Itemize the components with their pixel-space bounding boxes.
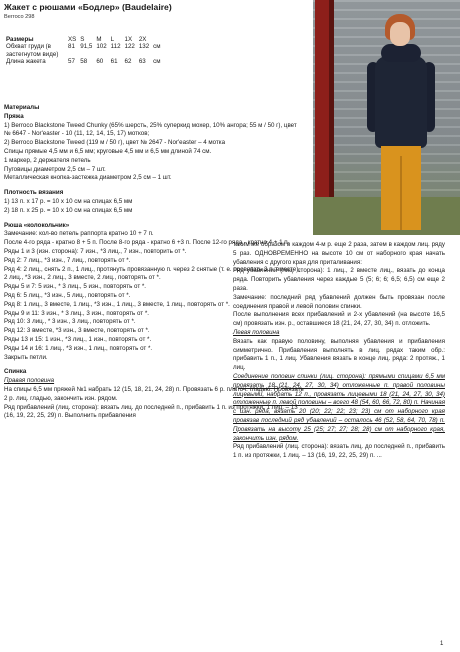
paragraph: Соединение половин спинки (лиц. сторона): прямыми спицами 6,5 мм провязать 18 (21, 24, 27, 30, 34) отложенные п. правой половины лицевыми, набрать 12 п., провязать лицевыми 18 (21, 24, 27, 30, 34) отложенные п. левой половины – всего 48 (54, 60, 66, 72, 80) п. Начиная с изн. ряда, вязать 20 (20; 22; 22; 23; 23) см от наборного края провязав последний ряд убавлений – осталось 46 (52, 58, 64, 70, 78) п. Провязать на высоту 25 (25; 27; 27; 28; 28) см от наборного края, закончить изн. рядом.	[233, 372, 445, 442]
table-row	[4, 43, 163, 58]
paragraph: Ряд 12: 3 вместе, *3 изн., 3 вместе, повторять от *.	[4, 327, 150, 335]
paragraph: Вязать как правую половину, выполняя убавления и прибавления симметрично. Прибавления выполнять в лиц. рядах таким обр.: прибавить 1 п., 1 лиц. Убавления вязать в конце лиц. ряда: 2 протяж., 1 лиц.	[233, 337, 445, 372]
section-heading: Рюша «колокольчик»	[4, 221, 70, 229]
page-number: 1	[440, 641, 444, 647]
unit	[151, 36, 162, 43]
table-row	[4, 58, 163, 65]
cell: 58	[80, 58, 88, 66]
table-row	[4, 36, 163, 43]
cell: 132	[138, 43, 150, 51]
document-title: Жакет с рюшами «Бодлер» (Baudelaire)	[4, 2, 172, 12]
paragraph: Ряд 4: 2 лиц., снять 2 п., 1 лиц., протянуть провязанную п. через 2 снятые (т. е. провязать 3 п. вместе), 2 лиц., *3 изн., 2 лиц., 3 вместе, 2 лиц., повторять от *.	[4, 265, 300, 282]
paragraph: Ряд убавлений (лиц. сторона): 1 лиц., 2 вместе лиц., вязать до конца ряда. Повторить убавления через каждые 5 (5; 6; 6; 6,5; 6,5) см еще 2 раза.	[233, 267, 445, 292]
paragraph: Замечание: последний ряд убавлений должен быть провязан после соединения правой и левой половин спинки.	[233, 293, 445, 310]
paragraph: Закрыть петли.	[4, 353, 48, 361]
paragraph: таким же образом в каждом 4-м р. еще 2 раза, затем в каждом лиц. ряду 5 раз. ОДНОВРЕМЕННО на высоте 10 см от наборного края начать убавления с другого края для приталивания:	[233, 241, 445, 266]
section-heading: Плотность вязания	[4, 189, 64, 197]
section-heading: Спинка	[4, 368, 27, 376]
paragraph: Ряд 10: 3 лиц., * 3 изн., 3 лиц., повторять от *.	[4, 318, 136, 326]
paragraph: Правая половина	[4, 377, 55, 385]
paragraph: Ряд 2: 7 лиц., *3 изн., 7 лиц., повторять от *.	[4, 256, 131, 264]
paragraph: Ряд 8: 1 лиц., 3 вместе, 1 лиц., *3 изн., 1 лиц., 3 вместе, 1 лиц., повторять от *.	[4, 300, 230, 308]
cell: 102	[96, 43, 107, 51]
paragraph: Ряды 14 и 16: 1 лиц., *3 изн., 1 лиц., повторять от *.	[4, 344, 153, 352]
row-label: Длина жакета	[6, 58, 46, 66]
paragraph: На спицы 6,5 мм пряжей №1 набрать 12 (15, 18, 21, 24, 28) п. Провязать 6 р. платоч. гладью. Провязать 2 р. лиц. гладью, закончить изн. рядом.	[4, 385, 304, 402]
paragraph: Ряд прибавлений (лиц. сторона): вязать лиц. до последней п., прибавить 1 п. из протяжки, 1 лиц. – 13 (16, 19, 22, 25, 29) п. Выполнить прибавления	[4, 403, 298, 420]
sizes-table	[4, 36, 163, 66]
paragraph: Ряды 13 и 15: 1 изн., *3 лиц., 1 изн., повторять от *.	[4, 335, 152, 343]
paragraph: 1) Berroco Blackstone Tweed Chunky (65% шерсть, 25% суперкид мохер, 10% ангора; 55 м / 50 г), цвет № 6647 - Nor'easter - 10 (11, 12, 14, 15, 17) мотков;	[4, 121, 297, 138]
paragraph: Ряд 6: 5 лиц., *3 изн., 5 лиц., повторять от *.	[4, 291, 131, 299]
unit: см	[153, 43, 161, 51]
paragraph: Пуговицы диаметром 2,5 см – 7 шт.	[4, 165, 106, 173]
paragraph: Ряды 5 и 7: 5 изн., * 3 лиц., 5 изн., повторять от *.	[4, 283, 147, 291]
cell: 2X	[138, 36, 147, 43]
cell: 61	[110, 58, 118, 66]
section-heading: Пряжа	[4, 112, 24, 120]
paragraph: 1 маркер, 2 держателя петель	[4, 156, 91, 164]
row-label: Обхват груди (в застегнутом виде)	[6, 43, 59, 58]
cell: 122	[124, 43, 135, 51]
cell: 57	[68, 58, 75, 66]
section-heading: Материалы	[4, 104, 40, 111]
paragraph: Ряды 1 и 3 (изн. сторона): 7 изн., *3 лиц., 7 изн., повторить от *.	[4, 247, 187, 255]
paragraph: Левая половина	[233, 328, 280, 336]
row-label: Размеры	[6, 36, 34, 43]
cell: 112	[110, 43, 121, 51]
paragraph: 2) Berroco Blackstone Tweed (119 м / 50 г), цвет № 2647 - Nor'easter – 4 мотка	[4, 139, 226, 147]
paragraph: 1) 13 п. х 17 р. = 10 х 10 см на спицах 6,5 мм	[4, 197, 133, 205]
cell: 91,5	[80, 43, 93, 51]
paragraph: Спицы прямые 4,5 мм и 6,5 мм; круговые 4,5 мм и 6,5 мм длиной 74 см.	[4, 147, 212, 155]
cell: 60	[96, 58, 104, 66]
cell: 63	[138, 58, 146, 66]
cell: 81	[68, 43, 75, 51]
paragraph: После выполнения всех прибавлений и 2-х убавлений (на высоте 16,5 см) провязать изн. р., оставшиеся 18 (21, 24, 27, 30, 34) п. отложить.	[233, 311, 445, 328]
paragraph: Замечание: кол-во петель раппорта кратно 10 + 7 п.	[4, 230, 154, 238]
document-subtitle: Berroco 298	[4, 14, 35, 20]
cell: 62	[124, 58, 132, 66]
right-text-column	[233, 241, 445, 461]
model-photo	[313, 0, 460, 235]
cell: L	[110, 36, 115, 43]
paragraph: Металлическая кнопка-застежка диаметром 2,5 см – 1 шт.	[4, 174, 172, 182]
cell: 1X	[124, 36, 133, 43]
cell: S	[80, 36, 85, 43]
paragraph: Ряды 9 и 11: 3 изн., * 3 лиц., 3 изн., повторять от *.	[4, 309, 149, 317]
cell: XS	[68, 36, 77, 43]
unit: см	[153, 58, 161, 66]
paragraph: После 4-го ряда - кратно 8 + 5 п. После 8-го ряда - кратно 6 +3 п. После 12-го ряда - кратно 4 + 1 п.	[4, 239, 290, 247]
cell: M	[96, 36, 102, 43]
paragraph: Ряд прибавлений (лиц. сторона): вязать лиц. до последней п., прибавить 1 п. из протяжки, 1 лиц. – 13 (16, 19, 22, 25, 29) п. ...	[233, 443, 445, 460]
paragraph: 2) 18 п. х 25 р. = 10 х 10 см на спицах 6,5 мм	[4, 206, 133, 214]
